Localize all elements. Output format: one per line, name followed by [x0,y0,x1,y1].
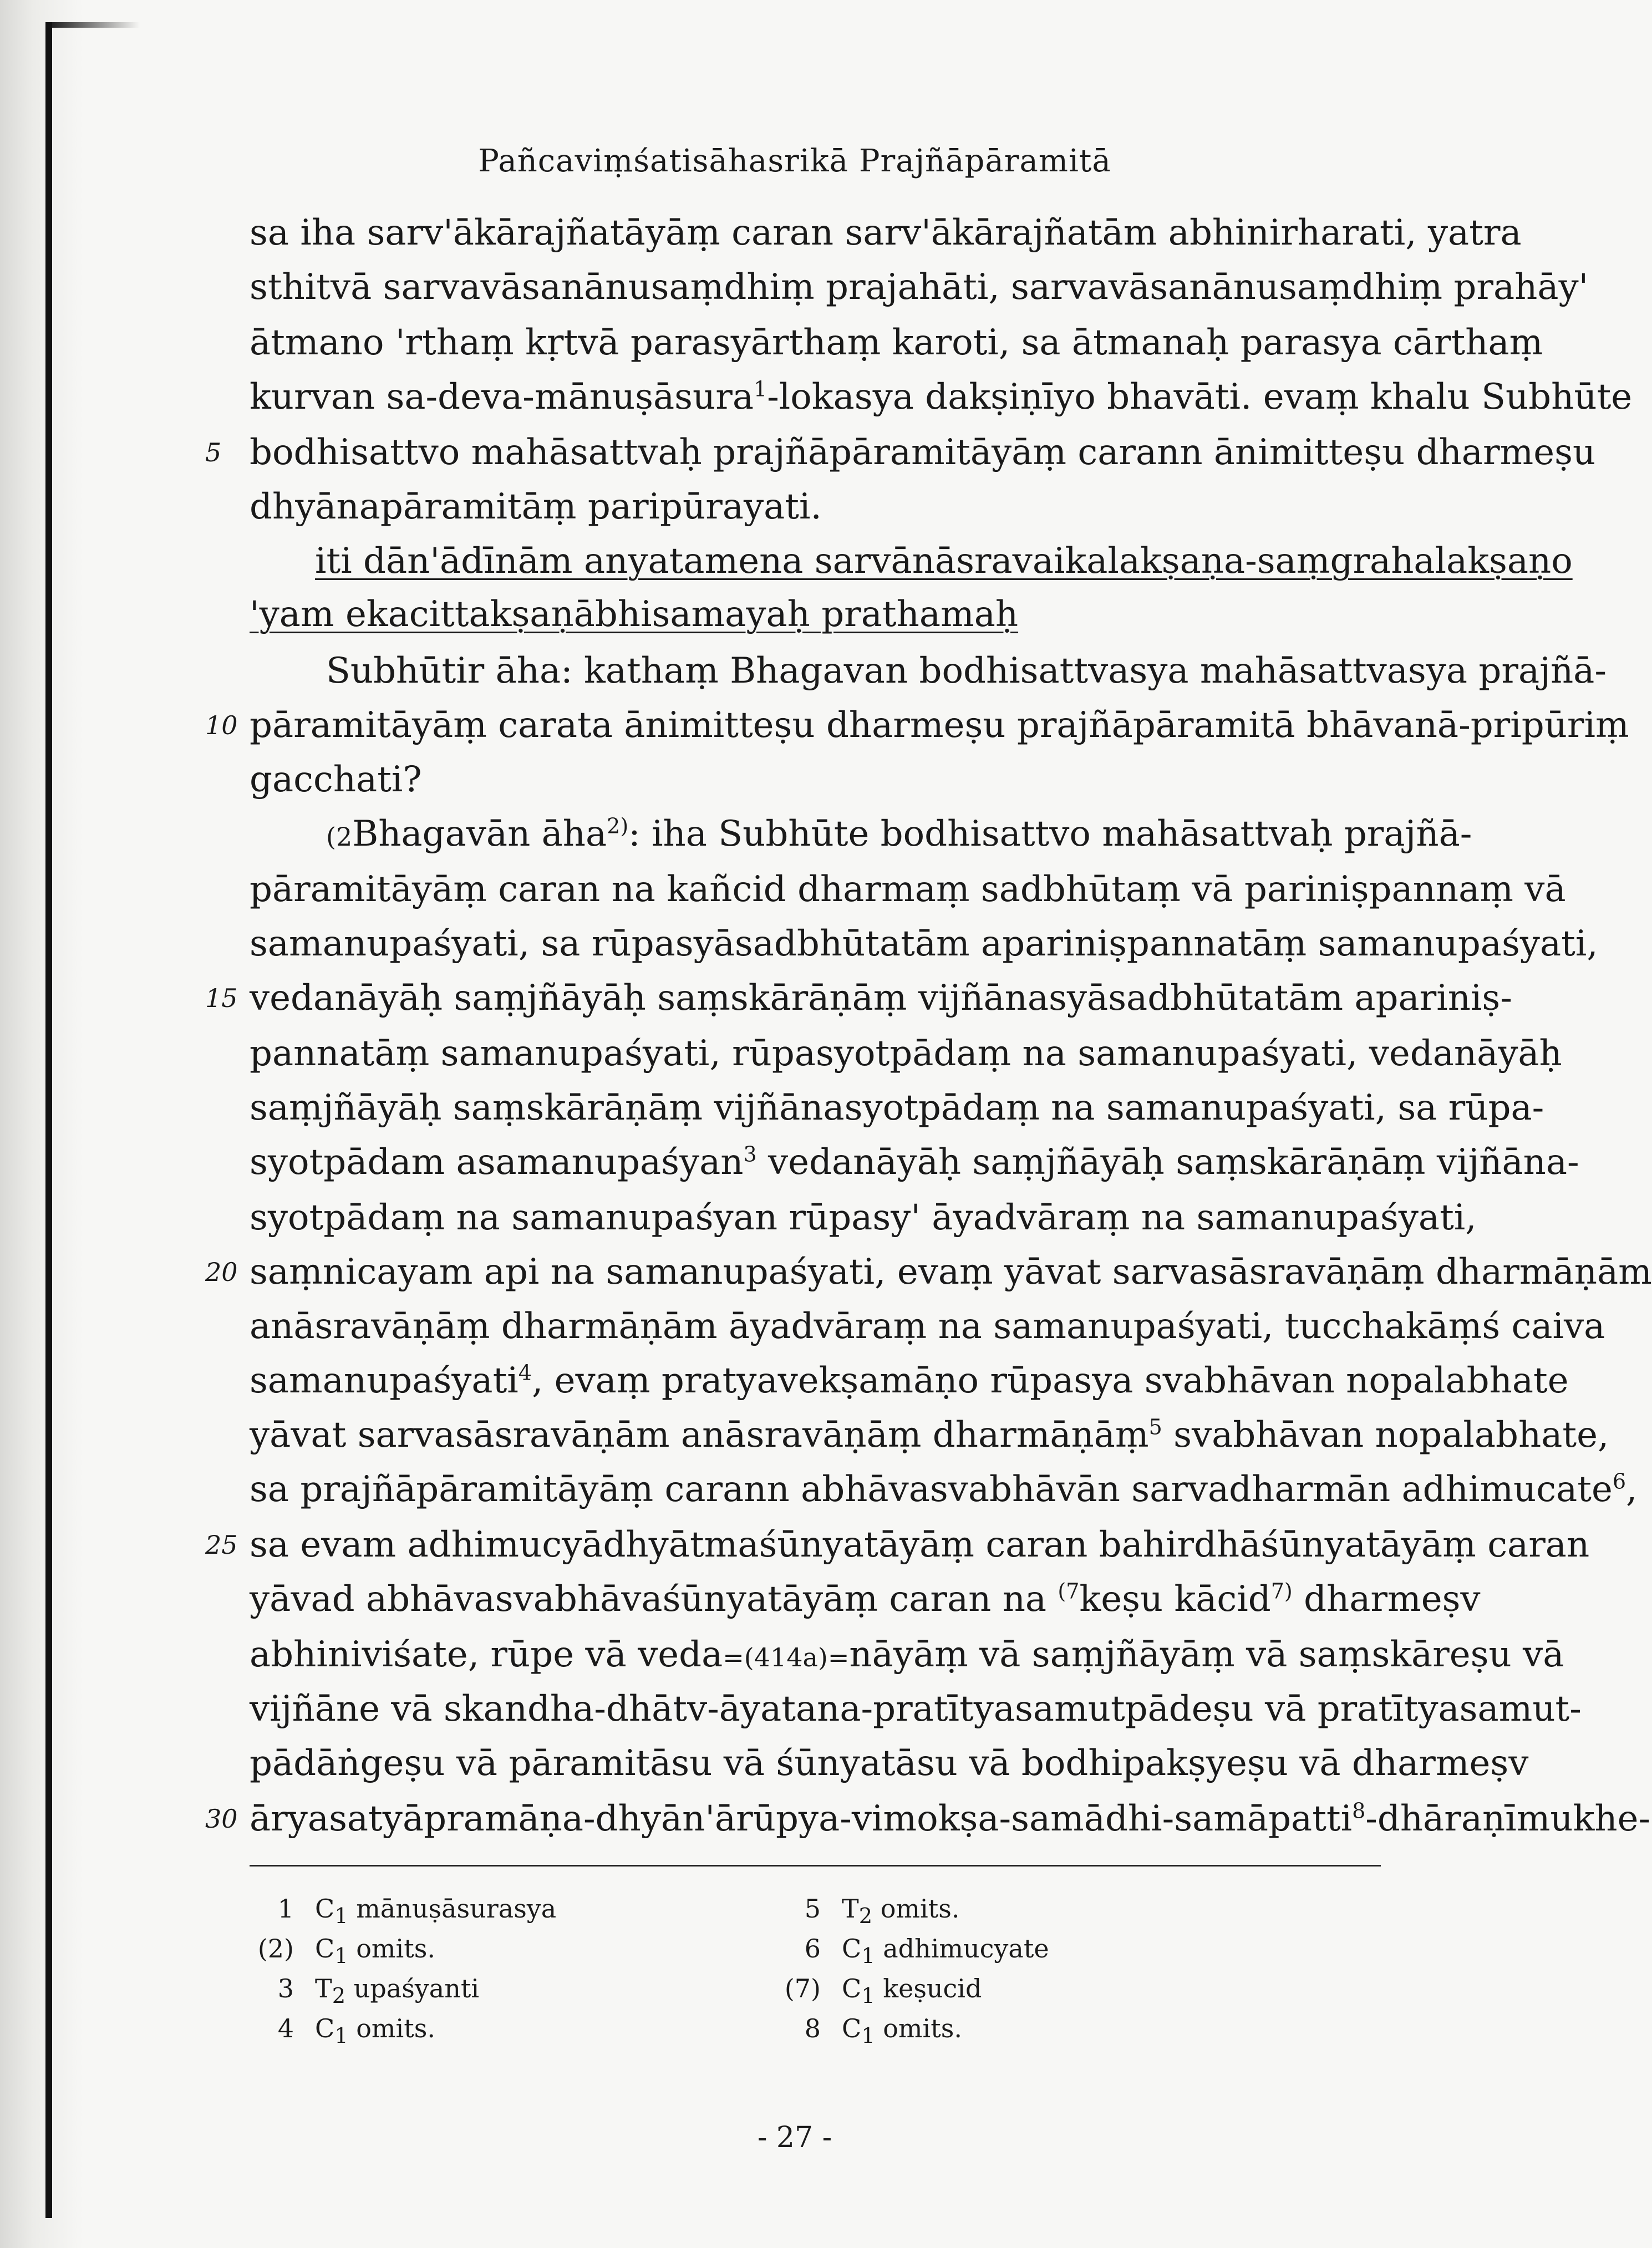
text-line: pāramitāyāṃ carata ānimitteṣu dharmeṣu prajñāpāramitā bhāvanā-pripūriṃ [250,705,1629,746]
footnote-ref: 8 [1352,1798,1366,1823]
text-line: saṃnicayam api na samanupaśyati, evaṃ yāvat sarvasāsravāṇāṃ dharmāṇām [250,1252,1652,1293]
text-line: bodhisattvo mahāsattvaḥ prajñāpāramitāyāṃ carann ānimitteṣu dharmeṣu [250,432,1596,473]
text-line: vedanāyāḥ saṃjñāyāḥ saṃskārāṇāṃ vijñānasyāsadbhūtatām apariniṣ- [250,978,1512,1019]
footnote-ref: 6 [1612,1469,1626,1494]
text-line: yāvad abhāvasvabhāvaśūnyatāyāṃ caran na $^{(7}$keṣu kācid$^{7)}$ dharmeṣv [250,1579,1481,1620]
footnote: 4 $C_1$ omits. [277,2013,435,2049]
footnote: 1 $C_1$ mānuṣāsurasya [277,1894,557,1929]
footnote: 6 $C_1$ adhimucyate [804,1934,1049,1969]
scan-binding-shadow [0,0,83,2248]
text-line: vijñāne vā skandha-dhātv-āyatana-pratītyasamutpādeṣu vā pratītyasamut- [250,1688,1582,1730]
footnote-ref: 5 [1148,1415,1162,1440]
footnote-ref: 1 [753,377,767,401]
text-line: ātmano 'rthaṃ kṛtvā parasyārthaṃ karoti, sa ātmanaḥ parasya cārthaṃ [250,322,1543,363]
line-number: 10 [205,710,238,740]
line-number: 5 [205,438,222,467]
text-line: āryasatyāpramāṇa-dhyān'ārūpya-vimokṣa-samādhi-samāpatti$^8$-dhāraṇīmukhe- [250,1798,1651,1839]
text-line: kurvan sa-deva-mānuṣāsura$^1$-lokasya dakṣiṇīyo bhavāti. evaṃ khalu Subhūte [250,377,1633,418]
text-line: pādāṅgeṣu vā pāramitāsu vā śūnyatāsu vā bodhipakṣyeṣu vā dharmeṣv [250,1743,1529,1784]
line-number: 30 [205,1804,238,1834]
scan-edge-line [45,22,52,2218]
text-line: Subhūtir āha: kathaṃ Bhagavan bodhisattvasya mahāsattvasya prajñā- [326,650,1607,691]
colophon-line: 'yam ekacittakṣaṇābhisamayaḥ prathamaḥ [250,594,1019,635]
text-line: sa evam adhimucyādhyātmaśūnyatāyāṃ caran bahirdhāśūnyatāyāṃ caran [250,1524,1590,1565]
text-line: dhyānapāramitāṃ paripūrayati. [250,486,822,527]
text-line: syotpādam asamanupaśyan$^3$ vedanāyāḥ saṃjñāyāḥ saṃskārāṇāṃ vijñāna- [250,1142,1579,1183]
text-line: sa iha sarv'ākārajñatāyāṃ caran sarv'ākārajñatām abhinirharati, yatra [250,212,1522,253]
footnote: (7) $C_1$ keṣucid [784,1974,982,2009]
footnote-divider [250,1865,1381,1866]
text-line: yāvat sarvasāsravāṇām anāsravāṇāṃ dharmāṇāṃ$^5$ svabhāvan nopalabhate, [250,1415,1609,1456]
line-number: 20 [205,1257,238,1287]
colophon-line: iti dān'ādīnām anyatamena sarvānāsravaikalakṣaṇa-saṃgrahalakṣaṇo [315,541,1573,582]
running-head: Pañcaviṃśatisāhasrikā Prajñāpāramitā [478,143,1111,179]
text-line: pāramitāyāṃ caran na kañcid dharmaṃ sadbhūtaṃ vā pariniṣpannaṃ vā [250,869,1566,910]
page-number: - 27 - [757,2121,832,2154]
text-line: pannatāṃ samanupaśyati, rūpasyotpādaṃ na samanupaśyati, vedanāyāḥ [250,1033,1562,1074]
footnote: 5 $T_2$ omits. [804,1894,960,1929]
line-number: 15 [205,983,238,1013]
footnote: 8 $C_1$ omits. [804,2013,962,2049]
text-line: saṃjñāyāḥ saṃskārāṇāṃ vijñānasyotpādaṃ na samanupaśyati, sa rūpa- [250,1087,1544,1128]
footnote: (2) $C_1$ omits. [257,1934,435,1969]
text-line: gacchati? [250,759,422,800]
folio-marker: =(414a)= [723,1642,850,1672]
footnote-ref: 3 [743,1142,757,1167]
scan-edge-corner [45,22,140,28]
text-line: samanupaśyati, sa rūpasyāsadbhūtatām apariniṣpannatāṃ samanupaśyati, [250,923,1598,964]
text-line: syotpādaṃ na samanupaśyan rūpasy' āyadvāraṃ na samanupaśyati, [250,1197,1477,1238]
text-line: samanupaśyati$^4$, evaṃ pratyavekṣamāṇo rūpasya svabhāvan nopalabhate [250,1360,1569,1401]
text-line: sa prajñāpāramitāyāṃ carann abhāvasvabhāvān sarvadharmān adhimucate$^6$, [250,1469,1638,1510]
footnote: 3 $T_2$ upaśyanti [277,1974,480,2009]
line-number: 25 [205,1530,238,1560]
text-line: abhiniviśate, rūpe vā veda=(414a)=nāyāṃ vā saṃjñāyāṃ vā saṃskāreṣu vā [250,1634,1564,1675]
text-line: sthitvā sarvavāsanānusaṃdhiṃ prajahāti, sarvavāsanānusaṃdhiṃ prahāy' [250,267,1589,308]
text-line: (2Bhagavān āha$^{2)}$: iha Subhūte bodhisattvo mahāsattvaḥ prajñā- [326,813,1472,855]
footnote-ref: 4 [518,1360,532,1385]
text-line: anāsravāṇāṃ dharmāṇām āyadvāraṃ na samanupaśyati, tucchakāṃś caiva [250,1306,1605,1347]
